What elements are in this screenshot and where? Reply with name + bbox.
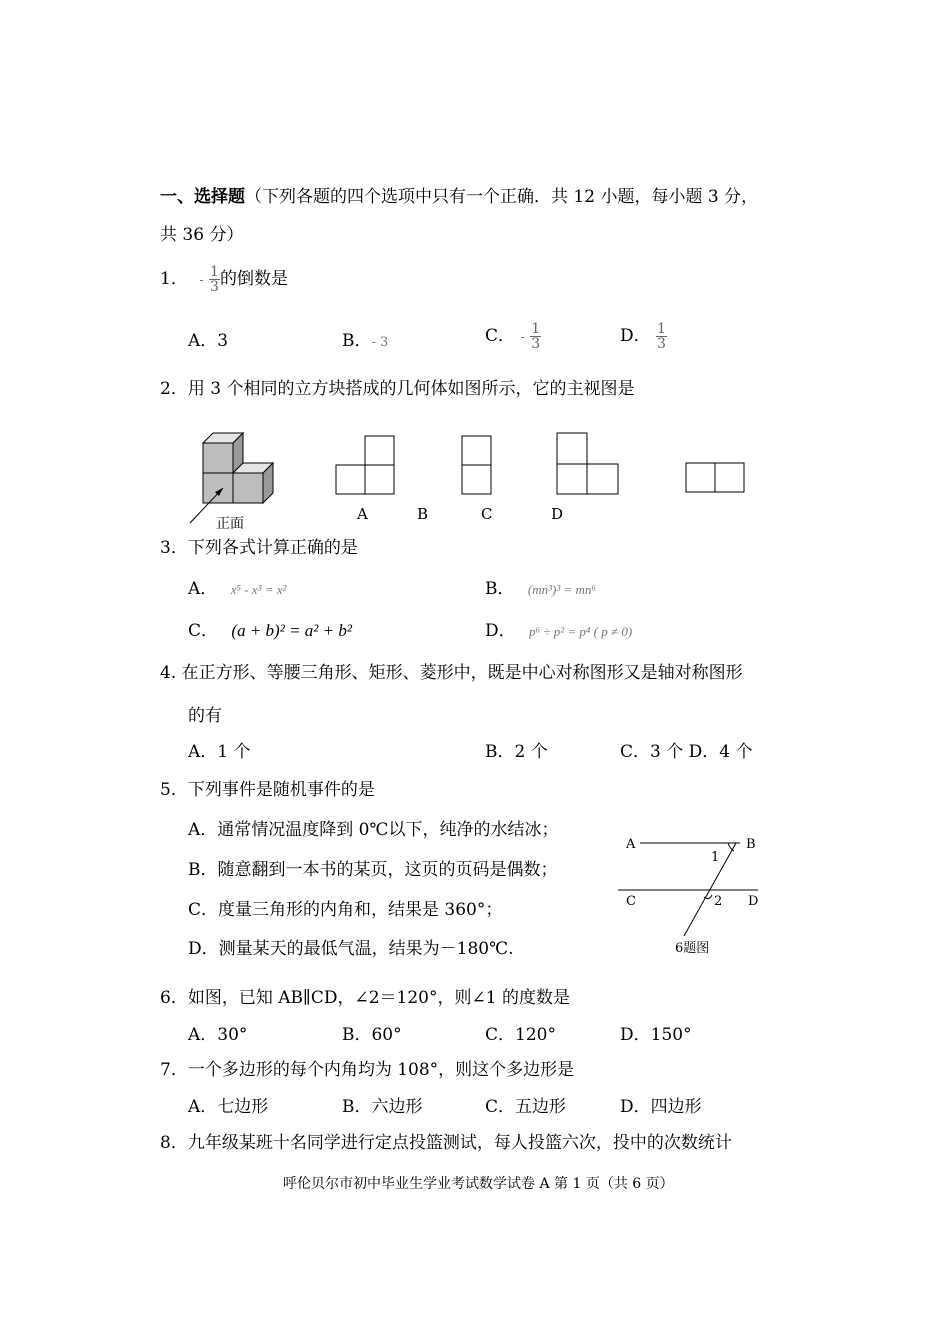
- q3-option-b: B． (mn³)³ = mn⁶: [485, 579, 596, 599]
- q2-front-label: 正面: [216, 516, 244, 532]
- q6-option-a: A．30°: [188, 1025, 248, 1045]
- question-3: 3．下列各式计算正确的是: [160, 538, 358, 558]
- fig6-label-1: 1: [711, 850, 720, 865]
- fig6-label-b: B: [746, 837, 756, 852]
- q7-option-a: A．七边形: [188, 1097, 269, 1117]
- page-footer: 呼伦贝尔市初中毕业生学业考试数学试卷 A 第 1 页（共 6 页）: [283, 1176, 674, 1192]
- q1-option-c: C． - $\frac{1}{3}$: [485, 321, 541, 352]
- fig6-label-d: D: [748, 894, 759, 909]
- q2-view-extra: [685, 462, 747, 496]
- q1-minus: -: [199, 273, 204, 288]
- q5-option-a: A．通常情况温度降到 0℃以下，纯净的水结冰；: [188, 820, 559, 840]
- question-5: 5．下列事件是随机事件的是: [160, 780, 375, 800]
- q2-view-a: [335, 435, 397, 497]
- q1-option-a: A．3: [188, 331, 229, 351]
- fig6-label-a: A: [626, 837, 636, 852]
- q3-option-d: D． p⁶ ÷ p² = p⁴ ( p ≠ 0): [485, 621, 633, 641]
- q7-option-d: D．四边形: [620, 1097, 702, 1117]
- q2-label-a: A: [357, 505, 368, 523]
- q7-option-c: C．五边形: [485, 1097, 567, 1117]
- q5-option-b: B．随意翻到一本书的某页，这页的页码是偶数；: [188, 860, 558, 880]
- q2-view-d: [556, 432, 622, 496]
- q2-view-c: [461, 435, 493, 497]
- question-8: 8．九年级某班十名同学进行定点投篮测试，每人投篮六次，投中的次数统计: [160, 1133, 732, 1153]
- q4-option-a: A．1 个: [188, 742, 251, 762]
- q3-option-a: A． x⁵ - x³ = x²: [188, 579, 287, 599]
- question-2: 2．用 3 个相同的立方块搭成的几何体如图所示，它的主视图是: [160, 379, 635, 399]
- q6-option-b: B．60°: [342, 1025, 402, 1045]
- q7-option-b: B．六边形: [342, 1097, 423, 1117]
- q2-label-c: C: [481, 505, 493, 523]
- section-instruction-cont: 共 36 分）: [160, 225, 244, 245]
- section-instruction: （下列各题的四个选项中只有一个正确．共 12 小题，每小题 3 分，: [245, 187, 759, 207]
- question-1: [160, 265, 288, 294]
- q3-option-c: C． (a + b)² = a² + b²: [188, 621, 352, 641]
- q2-label-d: D: [551, 505, 564, 523]
- q4-option-b: B．2 个: [485, 742, 548, 762]
- q2-label-b: B: [417, 505, 429, 523]
- q1-stem: 的倒数是: [219, 269, 288, 289]
- fig6-caption: 6题图: [675, 941, 710, 956]
- q6-option-d: D．150°: [620, 1025, 692, 1045]
- question-7: 7．一个多边形的每个内角均为 108°，则这个多边形是: [160, 1060, 575, 1080]
- q6-option-c: C．120°: [485, 1025, 556, 1045]
- q1-number: 1．: [160, 269, 188, 289]
- fig6-label-2: 2: [714, 894, 723, 909]
- question-4: 4. 在正方形、等腰三角形、矩形、菱形中，既是中心对称图形又是轴对称图形: [160, 663, 743, 683]
- section-heading: 一、选择题: [160, 187, 245, 207]
- q5-option-c: C．度量三角形的内角和，结果是 360°；: [188, 900, 503, 920]
- q4-option-cd: C．3 个 D．4 个: [620, 742, 753, 762]
- q4-stem-cont: 的有: [188, 706, 222, 726]
- q5-option-d: D．测量某天的最低气温，结果为－180℃.: [188, 939, 514, 959]
- question-6: 6．如图，已知 AB∥CD，∠2＝120°，则∠1 的度数是: [160, 988, 570, 1008]
- fig6-label-c: C: [626, 894, 636, 909]
- q1-option-b: B．- 3: [342, 331, 389, 351]
- q1-option-d: D． $\frac{1}{3}$: [620, 321, 666, 352]
- section-heading-line: [160, 186, 758, 208]
- q1-fraction: $\frac{1}{3}$: [210, 264, 219, 295]
